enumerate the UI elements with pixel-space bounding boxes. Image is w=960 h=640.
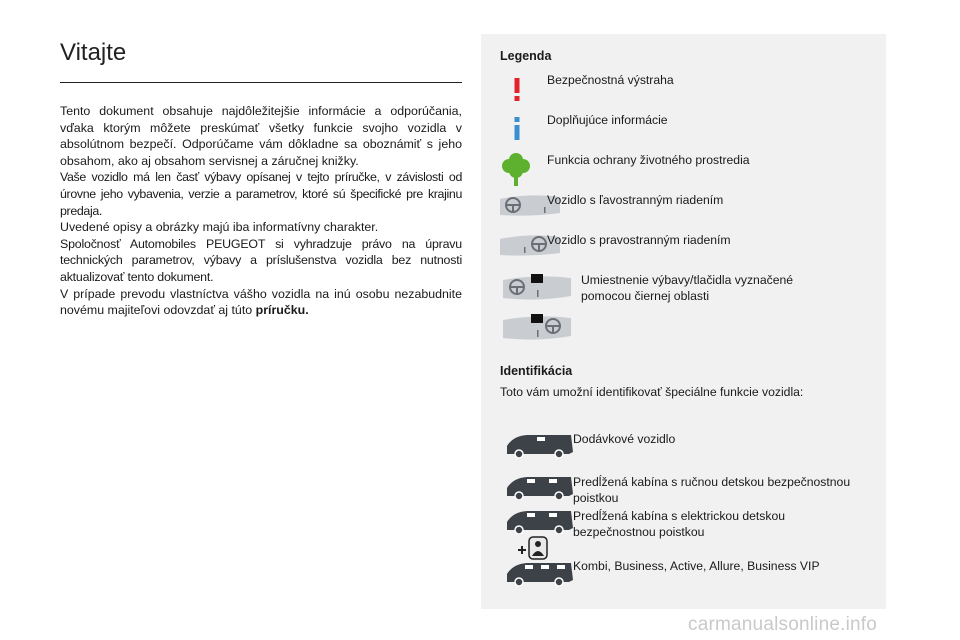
legend-item-rhd: Vozidlo s pravostranným riadením — [547, 233, 731, 247]
legend-item-location-line: Umiestnenie výbavy/tlačidla vyznačené — [581, 273, 794, 287]
extended-cab-icon — [503, 474, 575, 500]
legend-item-eco: Funkcia ochrany životného prostredia — [547, 153, 750, 167]
warning-icon — [511, 78, 523, 102]
passenger-van-icon — [503, 560, 575, 586]
electric-lock-cab-icon — [503, 508, 575, 534]
identification-heading: Identifikácia — [500, 364, 573, 378]
title-divider — [60, 82, 462, 83]
legend-heading: Legenda — [500, 49, 552, 63]
legend-item-lhd: Vozidlo s ľavostranným riadením — [547, 193, 724, 207]
legend-item-location — [581, 272, 793, 304]
identification-item-line: Predĺžená kabína s ručnou detskou bezpečnostnou — [573, 475, 851, 489]
identification-item-line: Kombi, Business, Active, Allure, Business VIP — [573, 559, 820, 573]
footer-watermark: carmanualsonline.info — [688, 614, 878, 635]
dashboard-location-rhd-icon — [503, 312, 571, 342]
legend-item-info: Doplňujúce informácie — [547, 113, 668, 127]
info-icon — [511, 117, 523, 141]
intro-paragraph: Spoločnosť Automobiles PEUGEOT si vyhradzuje právo na úpravu technických parametrov, výbavy a príslušenstva vozidla bez nutnosti aktualizovať tento dokument. — [60, 236, 462, 284]
identification-item-passenger-van — [573, 558, 820, 574]
identification-item-line: Dodávkové vozidlo — [573, 432, 676, 446]
intro-last-bold: príručku. — [255, 303, 309, 318]
dashboard-location-icon — [503, 272, 571, 302]
identification-item-electric-lock-cab — [573, 508, 785, 540]
tree-icon — [502, 152, 530, 186]
identification-item-extended-cab — [573, 474, 850, 506]
intro-paragraph: Uvedené opisy a obrázky majú iba informatívny charakter. — [60, 220, 379, 235]
legend-item-warning: Bezpečnostná výstraha — [547, 73, 674, 87]
van-icon — [503, 432, 575, 458]
identification-intro: Toto vám umožní identifikovať špeciálne funkcie vozidla: — [500, 385, 804, 399]
intro-paragraph: Vaše vozidlo má len časť výbavy opísanej v tejto príručke, v závislosti od úrovne jeho vybavenia, verzie a parametrov, ktoré sú špecifické pre krajinu predaja. — [60, 170, 462, 218]
legend-panel — [481, 34, 886, 609]
identification-item-line: poistkou — [573, 491, 619, 505]
legend-item-location-line: pomocou čiernej oblasti — [581, 289, 710, 303]
page-title: Vitajte — [60, 39, 127, 66]
identification-item-line: Predĺžená kabína s elektrickou detskou — [573, 509, 786, 523]
child-lock-icon — [517, 536, 549, 560]
intro-paragraph-last — [60, 286, 462, 319]
welcome-section — [60, 36, 462, 319]
identification-item-van — [573, 431, 675, 447]
identification-item-line: bezpečnostnou poistkou — [573, 525, 705, 539]
intro-paragraph: Tento dokument obsahuje najdôležitejšie informácie a odporúčania, vďaka ktorým môžete preskúmať všetky funkcie svojho vozidla v absolútnom bezpečí. Odporúčame vám dôkladne sa oboznámiť s jeho obsahom, ako aj obsahom servisnej a záručnej knižky. — [60, 104, 462, 168]
intro-text — [60, 103, 462, 319]
intro-last-text: V prípade prevodu vlastníctva vášho vozidla na inú osobu nezabudnite novému majiteľovi odovzdať aj túto — [60, 286, 462, 318]
